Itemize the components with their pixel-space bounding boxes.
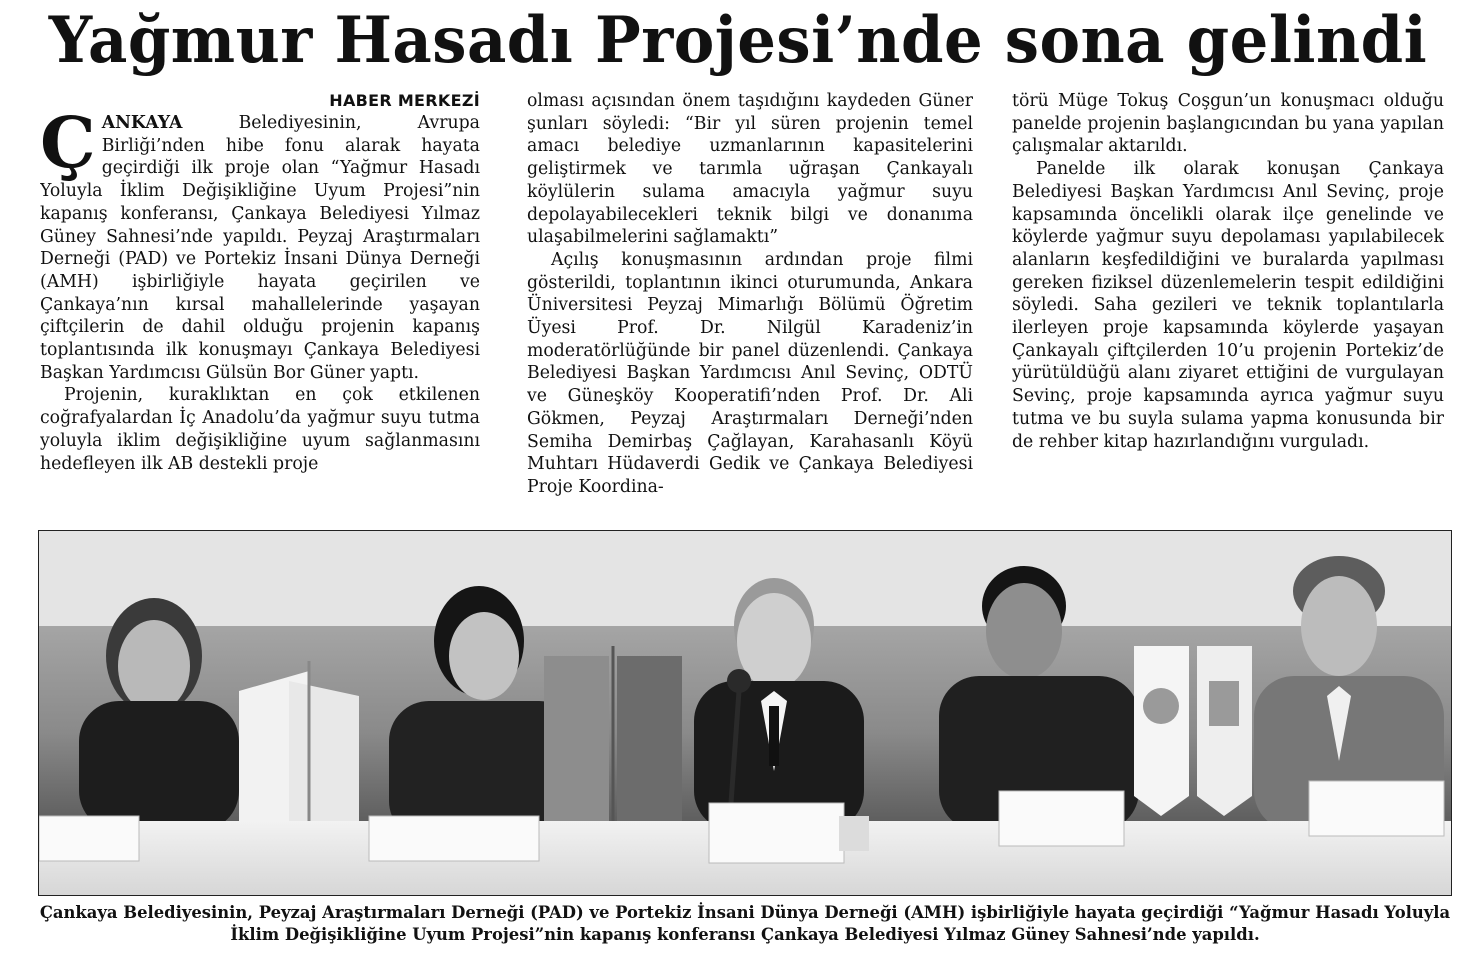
panel-scene-illustration: [39, 531, 1452, 896]
headline: Yağmur Hasadı Projesi’nde sona gelindi: [48, 3, 1428, 78]
name-card: [1309, 781, 1444, 836]
lead-word: ANKAYA: [101, 113, 183, 133]
name-card: [39, 816, 139, 861]
drop-cap: Ç: [40, 101, 96, 184]
name-card: [709, 803, 844, 863]
name-card: [999, 791, 1124, 846]
paragraph: Açılış konuşmasının ardından proje filmi gösterildi, toplantının ikinci oturumunda, Ankara Üniversitesi Peyzaj Mimarlığı Bölümü Öğretim Üyesi Prof. Dr. Nilgül Karadeniz’in moderatörlüğünde bir panel düzenlendi. Çankaya Belediyesi Başkan Yardımcısı Anıl Sevinç, ODTÜ ve Güneşköy Kooperatifi’nden Prof. Dr. Ali Gökmen, Peyzaj Araştırmaları Derneği’nden Semiha Demirbaş Çağlayan, Karahasanlı Köyü Muhtarı Hüdaverdi Gedik ve Çankaya Belediyesi Proje Koordina-: [527, 249, 973, 497]
paragraph: Projenin, kuraklıktan en çok etkilenen coğrafyalardan İç Anadolu’da yağmur suyu tutma yoluyla iklim değişikliğine uyum sağlanmasını hedefleyen ilk AB destekli proje: [40, 385, 480, 474]
lead-text: Belediyesinin, Avrupa Birliği’nden hibe fonu alarak hayata geçirdiği ilk proje olan “Yağmur Hasadı Yoluyla İklim Değişikliğine Uyum Projesi”nin kapanış konferansı, Çankaya Belediyesi Yılmaz Güney Sahnesi’nde yapıldı. Peyzaj Araştırmaları Derneği (PAD) ve Portekiz İnsani Dünya Derneği (AMH) işbirliğiyle hayata geçirilen ve Çankaya’nın kırsal mahallelerinde yaşayan çiftçilerin de dahil olduğu projenin kapanış toplantısında ilk konuşmayı Çankaya Belediyesi Başkan Yardımcısı Gülsün Bor Güner yaptı.: [40, 113, 480, 383]
lead-paragraph: [40, 101, 480, 384]
photo-caption: Çankaya Belediyesinin, Peyzaj Araştırmaları Derneği (PAD) ve Portekiz İnsani Dünya Derneği (AMH) işbirliğiyle hayata geçirdiği “Yağmur Hasadı Yoluyla İklim Değişikliğine Uyum Projesi”nin kapanış konferansı Çankaya Belediyesi Yılmaz Güney Sahnesi’nde yapıldı.: [39, 903, 1451, 944]
article-column-3: [1012, 90, 1444, 510]
flags-center: [544, 646, 682, 846]
article-column-1: [40, 90, 480, 510]
byline: HABER MERKEZİ: [329, 91, 480, 110]
paragraph: Panelde ilk olarak konuşan Çankaya Belediyesi Başkan Yardımcısı Anıl Sevinç, proje kapsamında öncelikli olarak ilçe genelinde ve köylerde yağmur suyu depolaması yapılabilecek alanların keşfedildiğini ve buralarda yapılması gereken fiziksel düzenlemelerin tespit edildiğini söyledi. Saha gezileri ve teknik toplantılarla ilerleyen proje kapsamında köylerde yaşayan Çankayalı çiftçilerden 10’u projenin Portekiz’de yürütüldüğü alanı ziyaret ettiğini de vurgulayan Sevinç, proje kapsamında ayrıca yağmur suyu tutma ve bu suyla sulama yapma konusunda bir de rehber kitap hazırlandığını vurguladı.: [1012, 159, 1444, 452]
paragraph: olması açısından önem taşıdığını kaydeden Güner şunları söyledi: “Bir yıl süren projenin temel amacı belediye uzmanlarının kapasitelerini geliştirmek ve tarımla uğraşan Çankayalı köylülerin sulama amacıyla yağmur suyu depolayabilecekleri teknik bilgi ve donanıma ulaşabilmelerini sağlamaktı”: [527, 91, 973, 248]
article-column-2: [527, 90, 973, 510]
paragraph: törü Müge Tokuş Coşgun’un konuşmacı olduğu panelde projenin başlangıcından bu yana yapılan çalışmalar aktarıldı.: [1012, 91, 1444, 157]
conference-photo: [38, 530, 1452, 896]
name-card: [369, 816, 539, 861]
water-glass: [839, 816, 869, 851]
